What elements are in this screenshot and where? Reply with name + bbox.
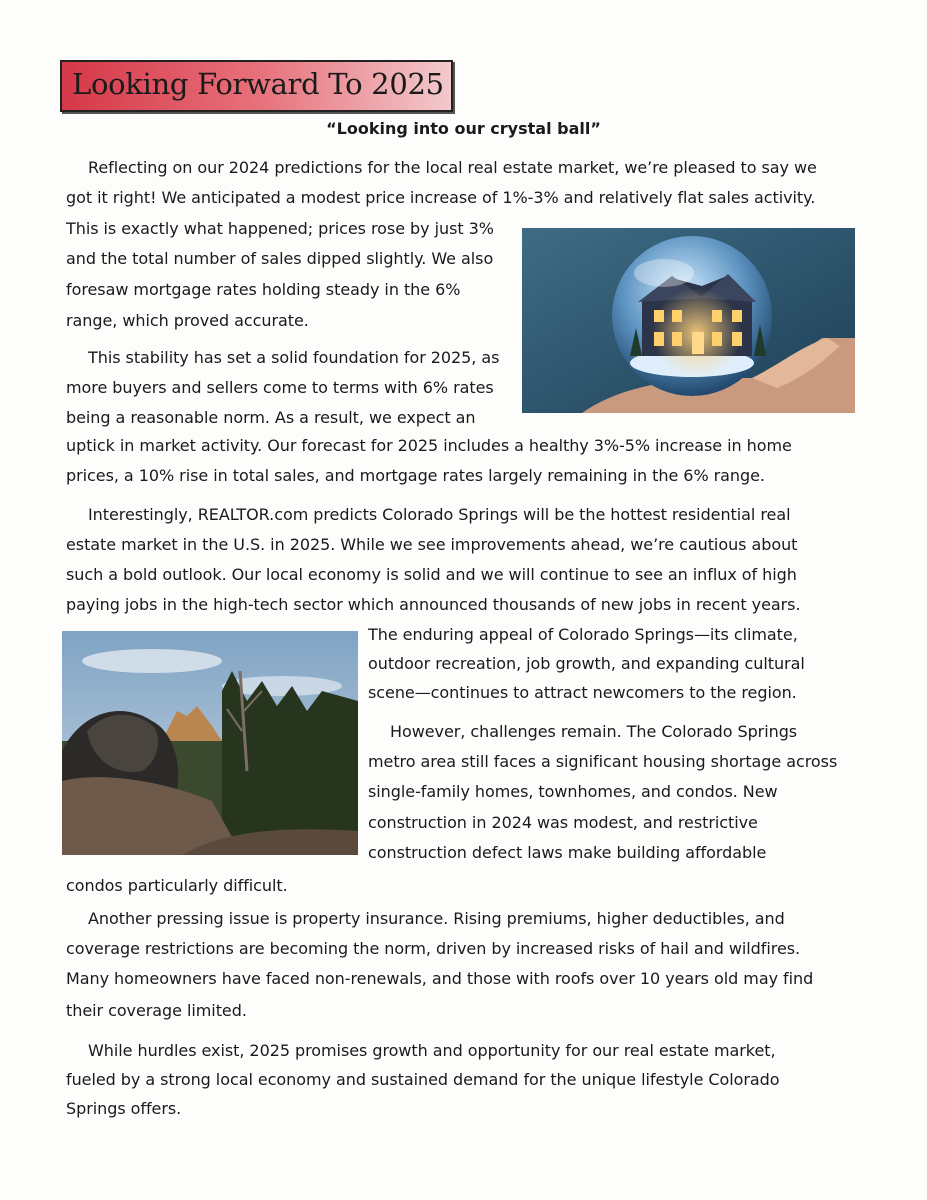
text-line: While hurdles exist, 2025 promises growth and opportunity for our real estate market, (88, 1041, 776, 1060)
text-line: got it right! We anticipated a modest price increase of 1%-3% and relatively flat sales activity. (66, 188, 816, 207)
page-subtitle: “Looking into our crystal ball” (326, 119, 601, 138)
text-line: metro area still faces a significant housing shortage across (368, 752, 838, 771)
text-line: The enduring appeal of Colorado Springs—its climate, (368, 625, 798, 644)
text-line: coverage restrictions are becoming the norm, driven by increased risks of hail and wildfires. (66, 939, 801, 958)
rock-landscape-photo (62, 631, 358, 855)
text-line: This is exactly what happened; prices rose by just 3% (66, 219, 494, 238)
page-title: Looking Forward To 2025 (72, 67, 444, 101)
text-line: However, challenges remain. The Colorado Springs (390, 722, 798, 741)
text-line: more buyers and sellers come to terms with 6% rates (66, 378, 494, 397)
text-line: construction in 2024 was modest, and restrictive (368, 813, 758, 832)
text-line: Reflecting on our 2024 predictions for the local real estate market, we’re pleased to say we (88, 158, 817, 177)
text-line: This stability has set a solid foundation for 2025, as (88, 348, 500, 367)
text-line: construction defect laws make building affordable (368, 843, 767, 862)
text-line: their coverage limited. (66, 1001, 247, 1020)
text-line: Interestingly, REALTOR.com predicts Colorado Springs will be the hottest residential real (88, 505, 791, 524)
text-line: condos particularly difficult. (66, 876, 288, 895)
text-line: foresaw mortgage rates holding steady in the 6% (66, 280, 461, 299)
text-line: scene—continues to attract newcomers to the region. (368, 683, 797, 702)
text-line: being a reasonable norm. As a result, we expect an (66, 408, 476, 427)
text-line: such a bold outlook. Our local economy is solid and we will continue to see an influx of high (66, 565, 797, 584)
text-line: Springs offers. (66, 1099, 182, 1118)
text-line: paying jobs in the high-tech sector which announced thousands of new jobs in recent years. (66, 595, 801, 614)
crystal-ball-house-photo (522, 228, 855, 413)
text-line: Another pressing issue is property insurance. Rising premiums, higher deductibles, and (88, 909, 785, 928)
text-line: fueled by a strong local economy and sustained demand for the unique lifestyle Colorado (66, 1070, 780, 1089)
text-line: Many homeowners have faced non-renewals, and those with roofs over 10 years old may find (66, 969, 814, 988)
text-line: estate market in the U.S. in 2025. While we see improvements ahead, we’re cautious about (66, 535, 798, 554)
text-line: single-family homes, townhomes, and condos. New (368, 782, 778, 801)
title-banner (60, 60, 453, 112)
text-line: range, which proved accurate. (66, 311, 309, 330)
text-line: outdoor recreation, job growth, and expanding cultural (368, 654, 805, 673)
text-line: and the total number of sales dipped slightly. We also (66, 249, 494, 268)
text-line: uptick in market activity. Our forecast for 2025 includes a healthy 3%-5% increase in home (66, 436, 792, 455)
text-line: prices, a 10% rise in total sales, and mortgage rates largely remaining in the 6% range. (66, 466, 765, 485)
